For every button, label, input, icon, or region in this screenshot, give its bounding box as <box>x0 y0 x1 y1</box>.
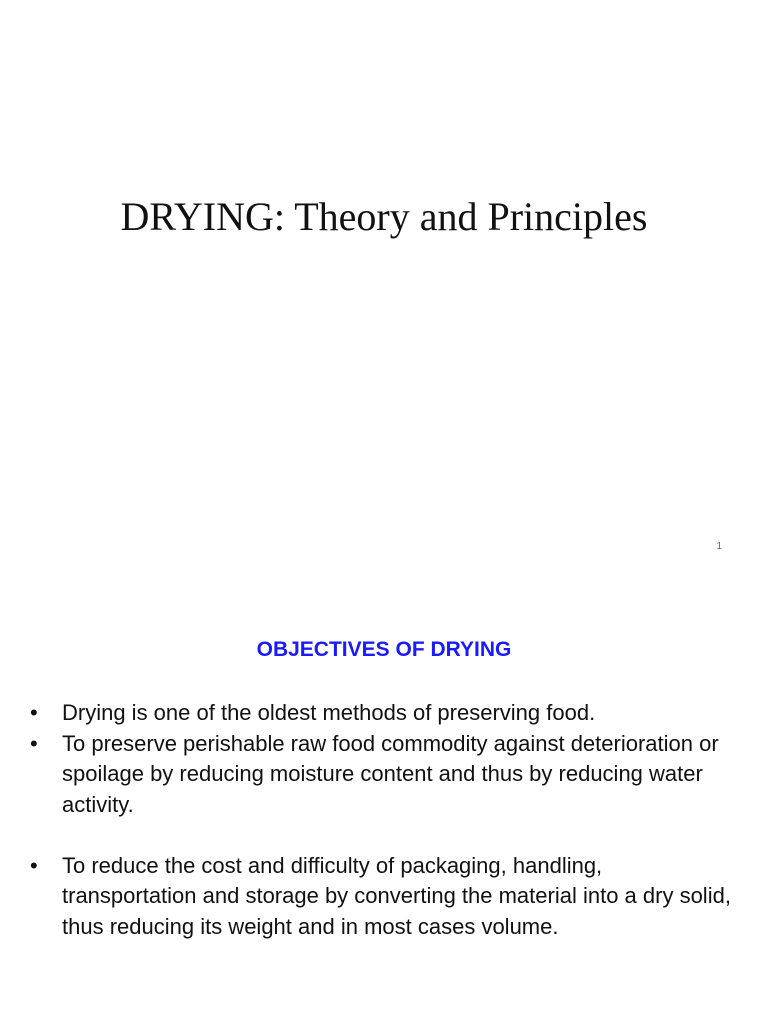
slide-title: DRYING: Theory and Principles <box>120 194 648 239</box>
page-number: 1 <box>716 541 722 552</box>
objectives-list <box>30 698 740 942</box>
list-item-text: Drying is one of the oldest methods of preserving food. <box>62 700 596 725</box>
bullet-icon: • <box>30 730 38 756</box>
list-item <box>30 851 740 943</box>
bullet-icon: • <box>30 852 38 878</box>
list-item-text: To preserve perishable raw food commodity against deterioration or spoilage by reducing moisture content and thus by reducing water activity. <box>62 730 719 817</box>
list-item <box>30 729 740 821</box>
slide-2 <box>0 576 768 1024</box>
list-item-text: To reduce the cost and difficulty of packaging, handling, transportation and storage by converting the material into a dry solid, thus reducing its weight and in most cases volume. <box>62 852 731 939</box>
objectives-heading: OBJECTIVES OF DRYING <box>256 638 512 661</box>
bullet-icon: • <box>30 700 38 725</box>
list-item <box>30 698 740 729</box>
